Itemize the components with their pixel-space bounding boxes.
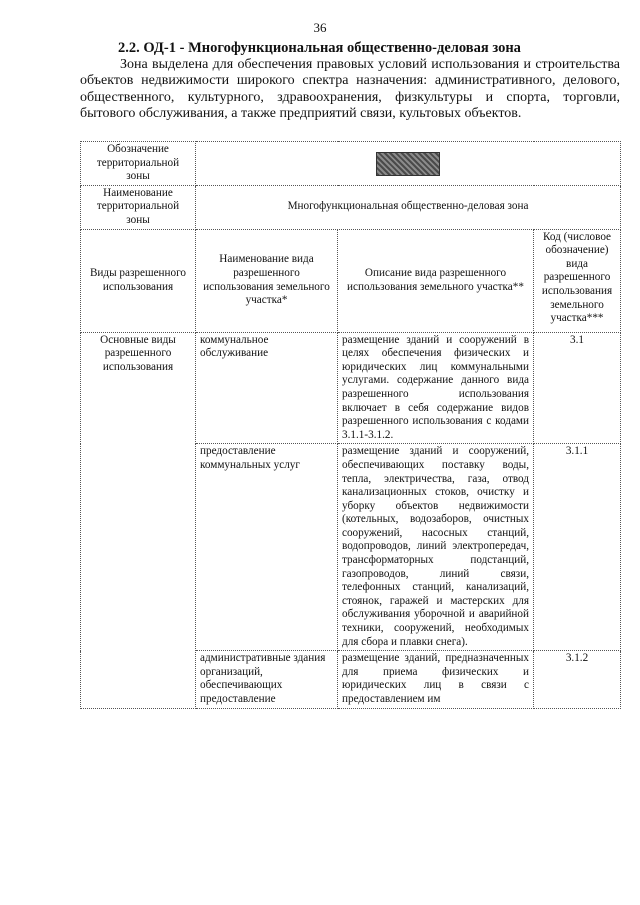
header-use-name: Наименование вида разрешенного использования земельного участка*	[196, 229, 338, 332]
zone-designation-row	[81, 142, 621, 186]
use-code: 3.1.1	[534, 444, 621, 651]
zone-name-label: Наименование территориальной зоны	[81, 185, 196, 229]
use-code: 3.1	[534, 332, 621, 444]
use-description: размещение зданий и сооружений в целях обеспечения физических и юридических лиц коммунальными услугами. содержание данного вида разрешенного использования включает в себя содержание видов разрешенного использования с кодами 3.1.1-3.1.2.	[338, 332, 534, 444]
use-description: размещение зданий, предназначенных для приема физических и юридических лиц в связи с предоставлением им	[338, 651, 534, 708]
group-label: Основные виды разрешенного использования	[81, 332, 196, 708]
section-heading: 2.2. ОД-1 - Многофункциональная общественно-деловая зона	[118, 40, 521, 56]
page-number: 36	[313, 20, 327, 35]
use-name: предоставление коммунальных услуг	[196, 444, 338, 651]
zone-designation-label: Обозначение территориальной зоны	[81, 142, 196, 186]
zone-color-swatch	[376, 152, 440, 176]
use-name: коммунальное обслуживание	[196, 332, 338, 444]
zone-name-value: Многофункциональная общественно-деловая зона	[196, 185, 621, 229]
zone-swatch-cell	[196, 142, 621, 186]
zone-name-row	[81, 185, 621, 229]
header-use-description: Описание вида разрешенного использования земельного участка**	[338, 229, 534, 332]
use-name: административные здания организаций, обеспечивающих предоставление	[196, 651, 338, 708]
table-row	[81, 332, 621, 444]
use-code: 3.1.2	[534, 651, 621, 708]
intro-paragraph	[80, 57, 620, 122]
header-use-types: Виды разрешенного использования	[81, 229, 196, 332]
table-header-row	[81, 229, 621, 332]
header-use-code: Код (числовое обозначение) вида разрешенного использования земельного участка***	[534, 229, 621, 332]
use-description: размещение зданий и сооружений, обеспечивающих поставку воды, тепла, электричества, газа, отвод канализационных стоков, очистку и уборку объектов недвижимости (котельных, водозаборов, очистных сооружений, насосных станций, водопроводов, линий электропередач, трансформаторных подстанций, газопроводов, линий связи, телефонных станций, канализаций, стоянок, гаражей и мастерских для обслуживания уборочной и аварийной техники, сооружений, необходимых для сбора и плавки снега).	[338, 444, 534, 651]
zoning-table	[80, 141, 621, 709]
intro-text: Зона выделена для обеспечения правовых условий использования и строительства объектов недвижимости широкого спектра назначения: административного, делового, общественного, культурного, здравоохранения, физкультуры и спорта, торговли, бытового обслуживания, а также предприятий связи, культовых объектов.	[80, 57, 620, 121]
